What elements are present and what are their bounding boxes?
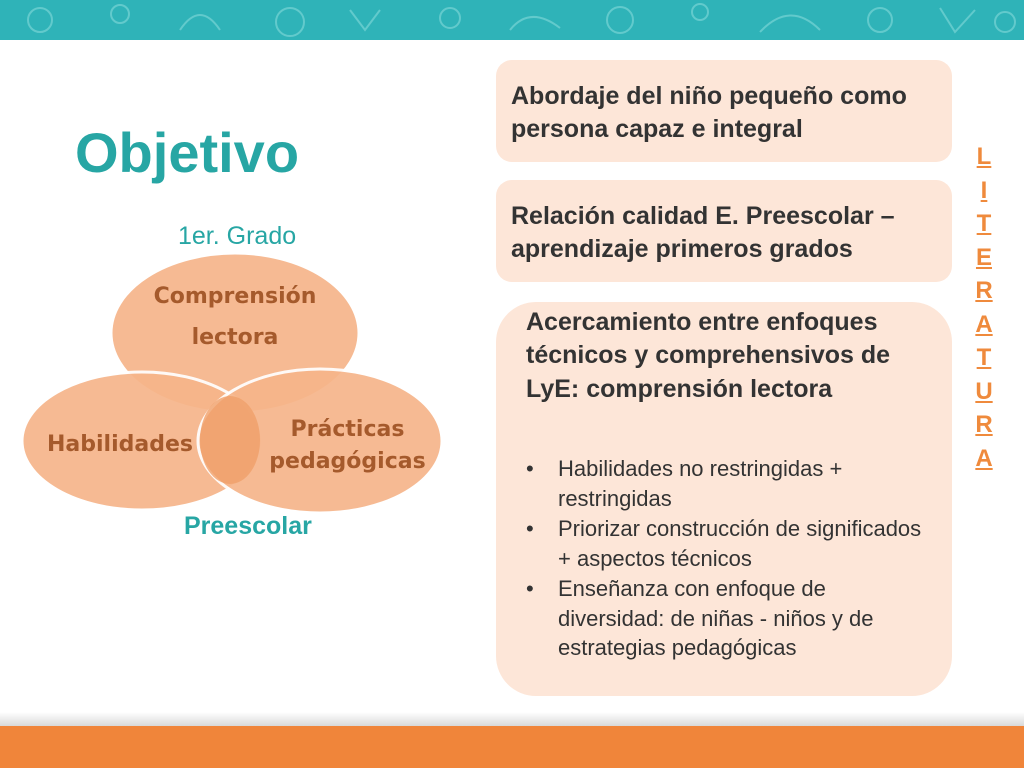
venn-center-overlap: [200, 396, 260, 484]
vertical-letter: L: [976, 143, 992, 170]
venn-label-practicas: [255, 414, 440, 478]
vertical-letter: R: [975, 277, 993, 304]
bullet-icon: •: [526, 456, 534, 481]
bullet-icon: •: [526, 575, 534, 601]
box-abordaje: [496, 60, 952, 162]
bullet-list: [526, 454, 936, 663]
vertical-letter: T: [976, 210, 992, 237]
vertical-letter: T: [976, 344, 992, 371]
venn-label-habilidades: Habilidades: [47, 432, 193, 457]
list-item-text: Habilidades no restringidas + restringidas: [558, 456, 843, 511]
venn-label-right-line2: pedagógicas: [269, 448, 426, 474]
box-acercamiento: [496, 302, 952, 696]
list-item: [526, 574, 936, 664]
vertical-letter: I: [980, 176, 988, 204]
box-abordaje-text: Abordaje del niño pequeño como persona capaz e integral: [511, 82, 907, 143]
vertical-letter: A: [975, 444, 993, 472]
vertical-letter: R: [975, 411, 993, 438]
list-item: [526, 454, 936, 514]
venn-label-top-line1: Comprensión: [153, 284, 317, 309]
venn-label-top-line2: lectora: [191, 325, 279, 350]
list-item-text: Enseñanza con enfoque de diversidad: de niñas - niños y de estrategias pedagógicas: [558, 575, 874, 661]
venn-label-comprension: [135, 280, 335, 354]
label-preescolar: Preescolar: [184, 512, 312, 540]
vertical-letter: U: [975, 377, 993, 405]
vertical-word-literatura: [966, 140, 1002, 475]
bottom-shadow: [0, 712, 1024, 726]
box-acercamiento-heading: Acercamiento entre enfoques técnicos y comprehensivos de LyE: comprensión lectora: [526, 308, 891, 403]
bottom-orange-banner: [0, 726, 1024, 768]
vertical-letter: A: [975, 310, 993, 338]
list-item-text: Priorizar construcción de significados + aspectos técnicos: [558, 515, 922, 571]
venn-label-right-line1: Prácticas: [290, 417, 405, 442]
list-item: [526, 514, 936, 574]
bullet-icon: •: [526, 515, 534, 541]
label-first-grade: 1er. Grado: [178, 222, 297, 250]
box-relacion: [496, 180, 952, 282]
vertical-letter: E: [975, 243, 992, 271]
box-relacion-text: Relación calidad E. Preescolar – aprendizaje primeros grados: [511, 202, 895, 263]
slide-title: Objetivo: [75, 121, 300, 184]
